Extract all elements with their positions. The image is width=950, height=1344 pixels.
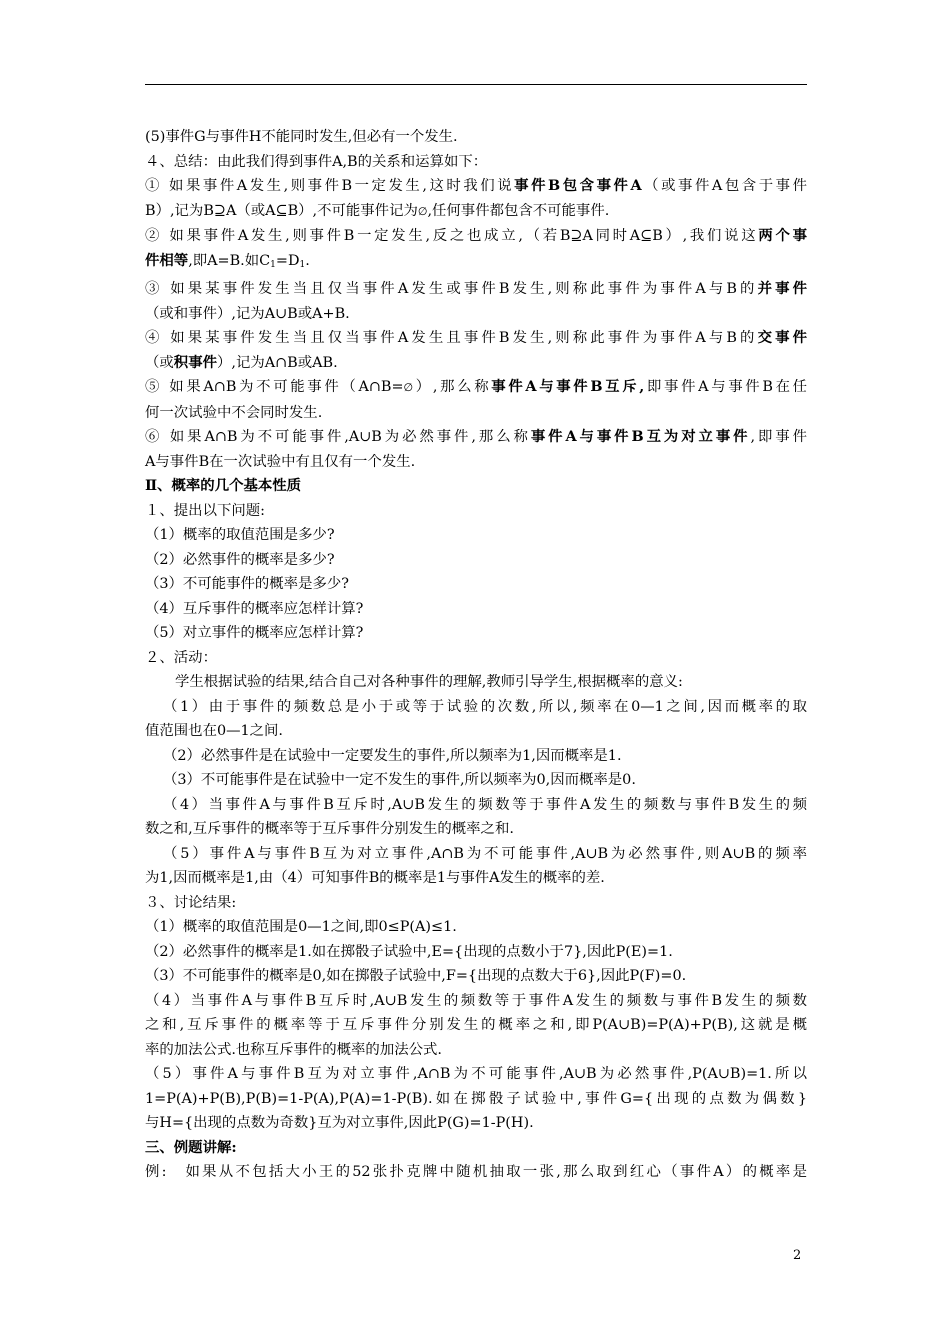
question-item: （2）必然事件的概率是多少? — [145, 551, 335, 568]
document-body — [145, 125, 807, 1185]
result-item: （1）概率的取值范围是0—1之间,即0≤P(A)≤1. — [145, 919, 457, 935]
text-line: 数之和,互斥事件的概率等于互斥事件分别发生的概率之和. — [145, 821, 514, 837]
bold-term: 两个事 — [758, 227, 807, 244]
text-line: A与事件B在一次试验中有且仅有一个发生. — [145, 453, 416, 470]
text-line: ⑤ 如果A∩B为不可能事件（A∩B=∅）,那么称事件A与事件B互斥,即事件A与事件B在任 — [145, 378, 808, 395]
header-rule — [145, 84, 807, 85]
text-line: （5）事件A与事件B互为对立事件,A∩B为不可能事件,A∪B为必然事件,则A∪B的频率 — [163, 845, 807, 862]
text-line: ２、活动： — [145, 649, 217, 666]
bold-term: 件相等 — [145, 251, 189, 269]
text-line: (5)事件G与事件H不能同时发生,但必有一个发生. — [145, 129, 458, 145]
text-line: 学生根据试验的结果,结合自己对各种事件的理解,教师引导学生,根据概率的意义: — [175, 674, 683, 690]
text-line: ① 如果事件A发生,则事件B一定发生,这时我们说事件B包含事件A（或事件A包含于事件 — [145, 177, 807, 194]
text-line: ④ 如果某事件发生当且仅当事件A发生且事件B发生,则称此事件为事件A与B的交事件 — [145, 329, 807, 346]
question-item: （4）互斥事件的概率应怎样计算? — [145, 600, 364, 617]
text-line: ② 如果事件A发生,则事件B一定发生,反之也成立,（若B⊇A同时A⊆B）,我们说这两个事 — [145, 227, 807, 244]
bold-term: 交事件 — [757, 329, 807, 346]
text-line: 与H={出现的点数为奇数}互为对立事件,因此P(G)=1-P(H). — [145, 1115, 534, 1131]
empty-set-symbol: ∅ — [417, 204, 428, 218]
section-heading: 三、例题讲解: — [145, 1138, 237, 1156]
result-item: （2）必然事件的概率是1.如在掷骰子试验中,E={出现的点数小于7},因此P(E)=1. — [145, 943, 673, 960]
example-line: 例: 如果从不包括大小王的52张扑克牌中随机抽取一张,那么取到红心（事件A）的概率是 — [145, 1164, 807, 1180]
empty-set-symbol: ∅ — [403, 381, 414, 394]
text-line: （3）不可能事件是在试验中一定不发生的事件,所以频率为0,因而概率是0. — [163, 772, 636, 788]
text-line: 何一次试验中不会同时发生. — [145, 404, 323, 421]
text-line: 值范围也在0—1之间. — [145, 723, 284, 739]
bold-term: 事件A与事件B互为对立事件 — [530, 428, 751, 445]
text-line: ４、总结：由此我们得到事件A,B的关系和运算如下： — [145, 153, 488, 170]
section-heading: Ⅱ、概率的几个基本性质 — [145, 477, 302, 494]
text-line: （或和事件）,记为A∪B或A+B. — [145, 305, 350, 322]
text-line: １、提出以下问题: — [145, 502, 265, 519]
text-line: ③ 如果某事件发生当且仅当事件A发生或事件B发生,则称此事件为事件A与B的并事件 — [145, 280, 807, 297]
text-line: 1=P(A)+P(B),P(B)=1-P(A),P(A)=1-P(B).如在掷骰子试验中,事件G={出现的点数为偶数} — [145, 1090, 807, 1107]
bold-term: 积事件 — [173, 353, 217, 371]
bold-term: 事件A与事件B互斥, — [491, 378, 645, 395]
result-item: （3）不可能事件的概率是0,如在掷骰子试验中,F={出现的点数大于6},因此P(F)=0. — [145, 968, 687, 984]
bold-term: 事件B包含事件A — [514, 177, 642, 194]
text-line: （或积事件）,记为A∩B或AB. — [145, 353, 338, 371]
text-line: 为1,因而概率是1,由（4）可知事件B的概率是1与事件A发生的概率的差. — [145, 870, 605, 886]
text-line: ３、讨论结果: — [145, 894, 237, 911]
text-line: B）,记为B⊇A（或A⊆B）,不可能事件记为∅,任何事件都包含不可能事件. — [145, 202, 610, 219]
result-item: （4）当事件A与事件B互斥时,A∪B发生的频数等于事件A发生的频数与事件B发生的频数 — [145, 992, 807, 1009]
text-line: 率的加法公式.也称互斥事件的概率的加法公式. — [145, 1041, 442, 1058]
text-line: （4）当事件A与事件B互斥时,A∪B发生的频数等于事件A发生的频数与事件B发生的频 — [163, 796, 807, 813]
page-number: 2 — [793, 1248, 802, 1263]
text-line: （1）由于事件的频数总是小于或等于试验的次数,所以,频率在0—1之间,因而概率的取 — [163, 698, 807, 715]
bold-term: 并事件 — [757, 280, 807, 297]
text-line: 之和,互斥事件的概率等于互斥事件分别发生的概率之和,即P(A∪B)=P(A)+P(B),这就是概 — [145, 1017, 807, 1033]
text-line: （2）必然事件是在试验中一定要发生的事件,所以频率为1,因而概率是1. — [163, 747, 622, 764]
text-line: ⑥ 如果A∩B为不可能事件,A∪B为必然事件,那么称事件A与事件B互为对立事件,即事件 — [145, 428, 807, 445]
text-line: 件相等,即A=B.如$C_1=D_1$. — [145, 251, 310, 270]
result-item: （5）事件A与事件B互为对立事件,A∩B为不可能事件,A∪B为必然事件,P(A∪B)=1.所以 — [145, 1066, 807, 1082]
question-item: （3）不可能事件的概率是多少? — [145, 576, 349, 592]
question-item: （1）概率的取值范围是多少? — [145, 527, 335, 543]
question-item: （5）对立事件的概率应怎样计算? — [145, 625, 364, 641]
